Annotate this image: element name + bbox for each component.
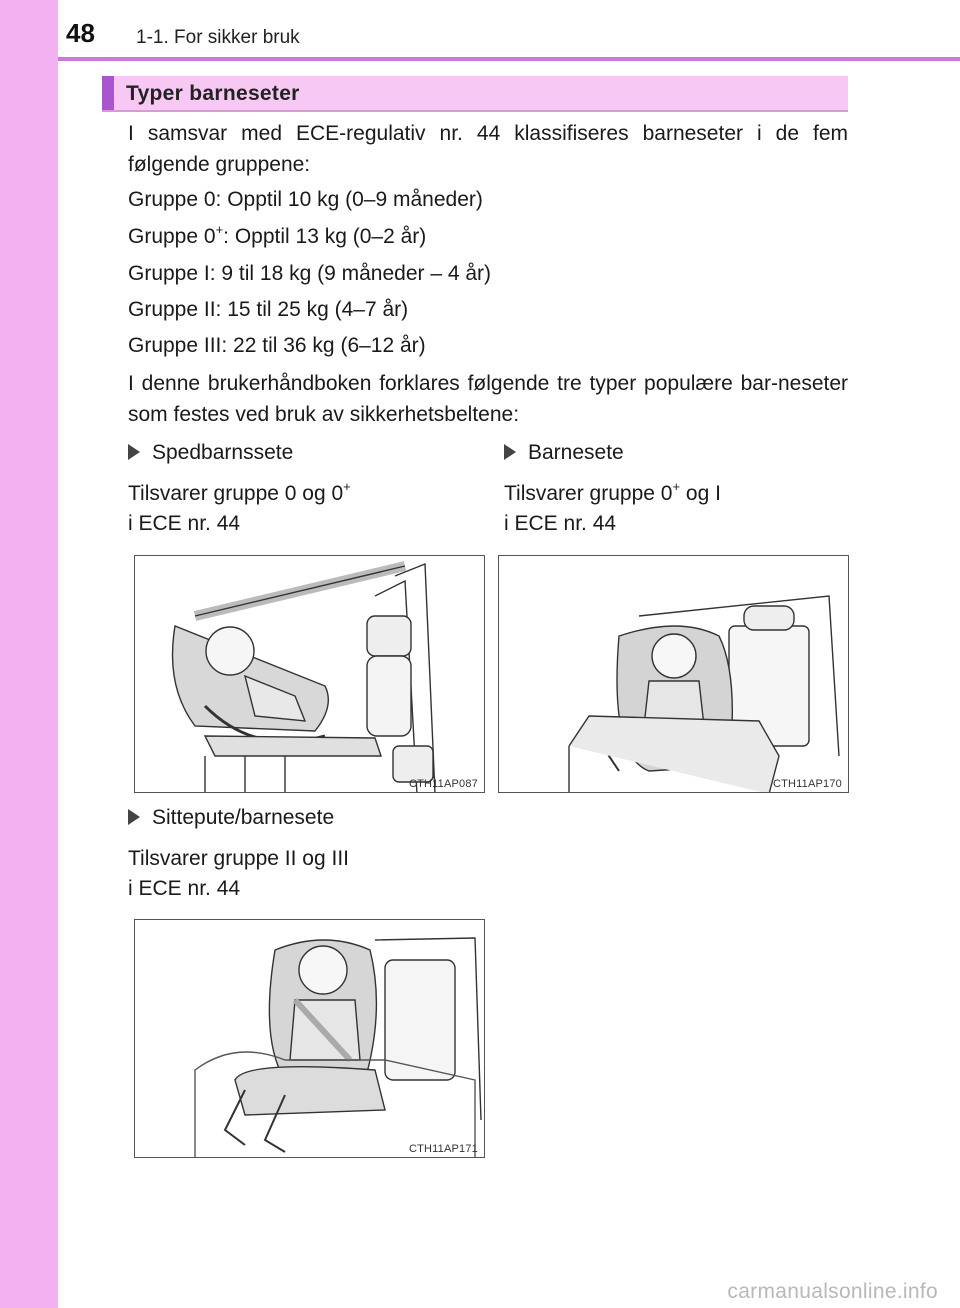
infant-seat-desc-prefix: Tilsvarer gruppe 0 og 0 — [128, 482, 344, 505]
child-seat-heading-text: Barnesete — [528, 441, 624, 464]
group-2-line: Gruppe II: 15 til 25 kg (4–7 år) — [128, 298, 409, 321]
intro-paragraph: I samsvar med ECE-regulativ nr. 44 klassifiseres barneseter i de fem følgende gruppene: — [128, 122, 848, 176]
watermark: carmanualsonline.info — [727, 1280, 938, 1303]
triangle-bullet-icon — [128, 809, 140, 825]
handbook-paragraph: I denne brukerhåndboken forklares følgende tre typer populære bar-neseter som festes ved bruk av sikkerhetsbeltene: — [128, 372, 848, 426]
section-title: Typer barneseter — [126, 82, 300, 105]
infant-seat-illustration — [134, 555, 485, 793]
booster-seat-illustration — [134, 919, 485, 1158]
infant-figure-code: CTH11AP087 — [408, 778, 478, 790]
infant-seat-desc-line1 — [128, 479, 351, 509]
group-0-plus-suffix: : Opptil 13 kg (0–2 år) — [223, 225, 427, 248]
booster-seat-desc-line2: i ECE nr. 44 — [128, 877, 241, 900]
side-tab — [0, 0, 58, 1308]
group-0-plus-sup: + — [215, 222, 224, 237]
booster-seat-heading-text: Sittepute/barnesete — [152, 806, 335, 829]
group-0-line: Gruppe 0: Opptil 10 kg (0–9 måneder) — [128, 188, 483, 211]
booster-seat-desc-line1: Tilsvarer gruppe II og III — [128, 847, 349, 870]
child-seat-desc-prefix: Tilsvarer gruppe 0 — [504, 482, 673, 505]
group-0-plus-prefix: Gruppe 0 — [128, 225, 216, 248]
child-seat-illustration — [498, 555, 849, 793]
child-figure-code: CTH11AP170 — [772, 778, 842, 790]
header-rule — [58, 57, 960, 61]
infant-seat-heading-text: Spedbarnssete — [152, 441, 294, 464]
triangle-bullet-icon — [128, 444, 140, 460]
booster-seat-heading — [128, 803, 334, 833]
child-seat-desc-line2: i ECE nr. 44 — [504, 512, 617, 535]
infant-seat-desc-sup: + — [343, 479, 351, 494]
booster-figure-code: CTH11AP171 — [408, 1143, 478, 1155]
page-number: 48 — [66, 18, 95, 48]
infant-seat-desc-line2: i ECE nr. 44 — [128, 512, 241, 535]
child-seat-heading — [504, 438, 624, 468]
section-marker — [102, 76, 114, 110]
infant-seat-heading — [128, 438, 293, 468]
section-heading-bar — [102, 76, 848, 112]
child-seat-desc-line1 — [504, 479, 721, 509]
child-seat-desc-sup: + — [672, 479, 681, 494]
group-0-plus-line — [128, 222, 426, 252]
chapter-title: 1-1. For sikker bruk — [136, 27, 300, 48]
triangle-bullet-icon — [504, 444, 516, 460]
group-3-line: Gruppe III: 22 til 36 kg (6–12 år) — [128, 334, 426, 357]
child-seat-desc-suffix: og I — [680, 482, 721, 505]
group-1-line: Gruppe I: 9 til 18 kg (9 måneder – 4 år) — [128, 262, 492, 285]
